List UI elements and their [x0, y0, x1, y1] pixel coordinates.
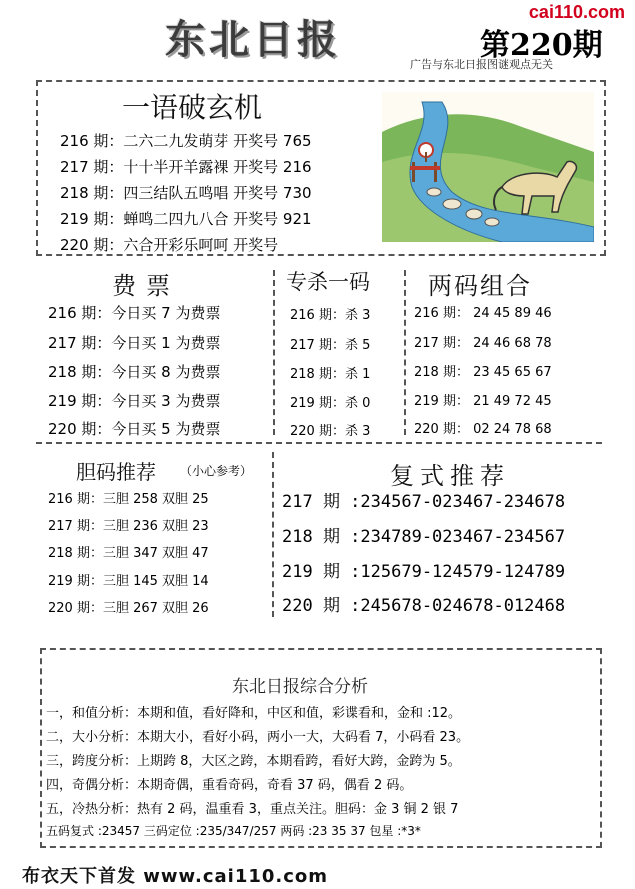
pair-row: 220 期： 02 24 78 68: [414, 422, 552, 437]
dan-row: 220 期：三胆 267 双胆 26: [48, 601, 209, 616]
pair-title: 两码组合: [428, 272, 532, 300]
site-logo-text: cai110.com: [528, 2, 625, 22]
riddle-row: 217 期：十十半开羊露裸 开奖号 216: [60, 158, 312, 176]
disclaimer: 广告与东北日报图谜观点无关: [410, 58, 553, 71]
masthead: 东北日报: [165, 16, 341, 63]
issue-number: 第220期: [480, 28, 603, 63]
riddle-row: 220 期：六合开彩乐呵呵 开奖号: [60, 236, 279, 254]
pair-row: 216 期： 24 45 89 46: [414, 306, 552, 321]
analysis-row: 五，冷热分析：热有 2 码，温重看 3，重点关注。胆码：金 3 铜 2 银 7: [46, 802, 459, 817]
column-divider: [272, 452, 274, 617]
fee-row: 217 期：今日买 1 为费票: [48, 334, 221, 352]
analysis-row: 一，和值分析：本期和值，看好降和，中区和值，彩谍看和，金和 :12。: [46, 706, 462, 721]
horse-river-illustration: [382, 92, 594, 242]
analysis-row: 三，跨度分析：上期跨 8，大区之跨，本期看跨，看好大跨，金跨为 5。: [46, 754, 461, 769]
dan-row: 216 期：三胆 258 双胆 25: [48, 492, 209, 507]
pair-row: 219 期： 21 49 72 45: [414, 394, 552, 409]
riddle-title: 一语破玄机: [122, 91, 263, 124]
analysis-title: 东北日报综合分析: [232, 677, 368, 697]
pair-row: 217 期： 24 46 68 78: [414, 336, 552, 351]
riddle-row: 218 期：四三结队五鸣唱 开奖号 730: [60, 184, 312, 202]
kill-row: 220 期：杀 3: [290, 424, 371, 439]
fee-row: 220 期：今日买 5 为费票: [48, 420, 221, 438]
fee-row: 219 期：今日买 3 为费票: [48, 392, 221, 410]
dan-row: 218 期：三胆 347 双胆 47: [48, 546, 209, 561]
multi-row: 219 期 :125679-124579-124789: [282, 562, 566, 582]
multi-title: 复式推荐: [390, 462, 510, 490]
multi-row: 218 期 :234789-023467-234567: [282, 527, 566, 547]
fee-row: 218 期：今日买 8 为费票: [48, 363, 221, 381]
kill-row: 217 期：杀 5: [290, 338, 371, 353]
kill-row: 218 期：杀 1: [290, 367, 371, 382]
dan-note: （小心参考）: [180, 464, 253, 478]
analysis-row: 五码复式 :23457 三码定位 :235/347/257 两码 :23 35 37 包星 :*3*: [46, 824, 421, 838]
column-divider: [404, 270, 406, 435]
riddle-row: 219 期：蝉鸣二四九八合 开奖号 921: [60, 210, 312, 228]
kill-row: 216 期：杀 3: [290, 308, 371, 323]
analysis-row: 四，奇偶分析：本期奇偶，重看奇码，奇看 37 码，偶看 2 码。: [46, 778, 413, 793]
multi-row: 220 期 :245678-024678-012468: [282, 596, 566, 616]
pair-row: 218 期： 23 45 65 67: [414, 365, 552, 380]
column-divider: [273, 270, 275, 435]
analysis-row: 二，大小分析：本期大小，看好小码，两小一大，大码看 7，小码看 23。: [46, 730, 470, 745]
dan-row: 219 期：三胆 145 双胆 14: [48, 574, 209, 589]
kill-row: 219 期：杀 0: [290, 396, 371, 411]
fee-title: 费票: [112, 272, 180, 300]
riddle-row: 216 期：二六二九发萌芽 开奖号 765: [60, 132, 312, 150]
dan-row: 217 期：三胆 236 双胆 23: [48, 519, 209, 534]
footer-text: 布衣天下首发 www.cai110.com: [22, 866, 329, 887]
section-divider: [36, 442, 602, 444]
fee-row: 216 期：今日买 7 为费票: [48, 304, 221, 322]
dan-title: 胆码推荐: [76, 460, 156, 484]
kill-title: 专杀一码: [286, 270, 370, 294]
multi-row: 217 期 :234567-023467-234678: [282, 492, 566, 512]
